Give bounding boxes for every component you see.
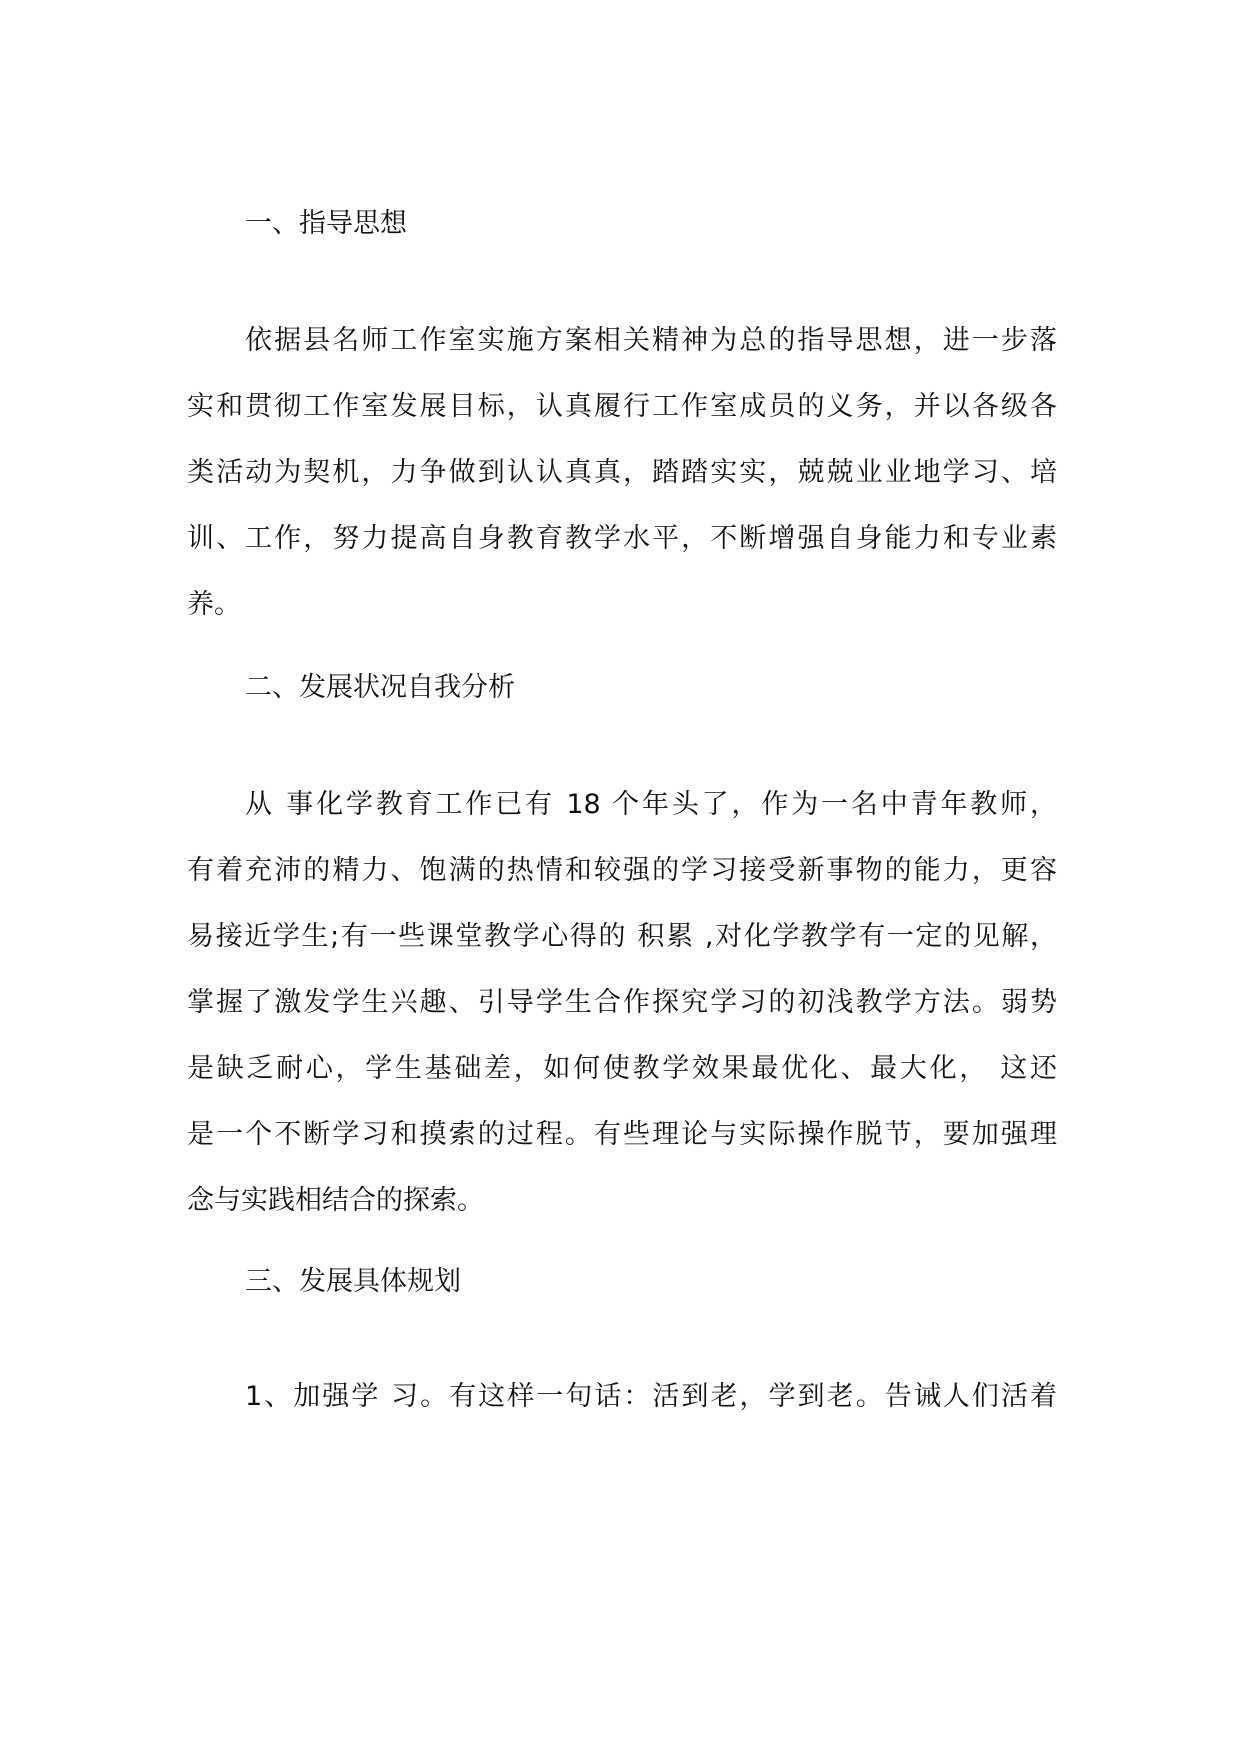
paragraph-line: 依据县名师工作室实施方案相关精神为总的指导思想，进一步落 xyxy=(245,325,1057,356)
section-paragraph-1 xyxy=(187,308,1057,638)
paragraph-line: 实和贯彻工作室发展目标，认真履行工作室成员的义务，并以各级各 xyxy=(187,391,1057,422)
section-heading-2: 二、发展状况自我分析 xyxy=(245,672,515,703)
paragraph-line: 掌握了激发学生兴趣、引导学生合作探究学习的初浅教学方法。弱势 xyxy=(187,987,1057,1018)
section-heading-3: 三、发展具体规划 xyxy=(245,1266,461,1297)
section-paragraph-2 xyxy=(187,772,1057,1234)
paragraph-line: 念与实践相结合的探索。 xyxy=(187,1185,484,1216)
section-heading-1: 一、指导思想 xyxy=(245,208,407,239)
paragraph-line: 从 事化学教育工作已有 18 个年头了，作为一名中青年教师， xyxy=(245,789,1057,820)
paragraph-line: 1、加强学 习。有这样一句话：活到老，学到老。告诫人们活着 xyxy=(245,1381,1057,1412)
paragraph-line: 易接近学生;有一些课堂教学心得的 积累 ,对化学教学有一定的见解， xyxy=(187,921,1057,952)
section-paragraph-3 xyxy=(187,1364,1057,1430)
paragraph-line: 养。 xyxy=(187,589,241,620)
paragraph-line: 有着充沛的精力、饱满的热情和较强的学习接受新事物的能力，更容 xyxy=(187,855,1057,886)
paragraph-line: 是一个不断学习和摸索的过程。有些理论与实际操作脱节，要加强理 xyxy=(187,1119,1057,1150)
paragraph-line: 训、工作，努力提高自身教育教学水平，不断增强自身能力和专业素 xyxy=(187,523,1057,554)
paragraph-line: 是缺乏耐心，学生基础差，如何使教学效果最优化、最大化， 这还 xyxy=(187,1053,1057,1084)
paragraph-line: 类活动为契机，力争做到认认真真，踏踏实实，兢兢业业地学习、培 xyxy=(187,457,1057,488)
